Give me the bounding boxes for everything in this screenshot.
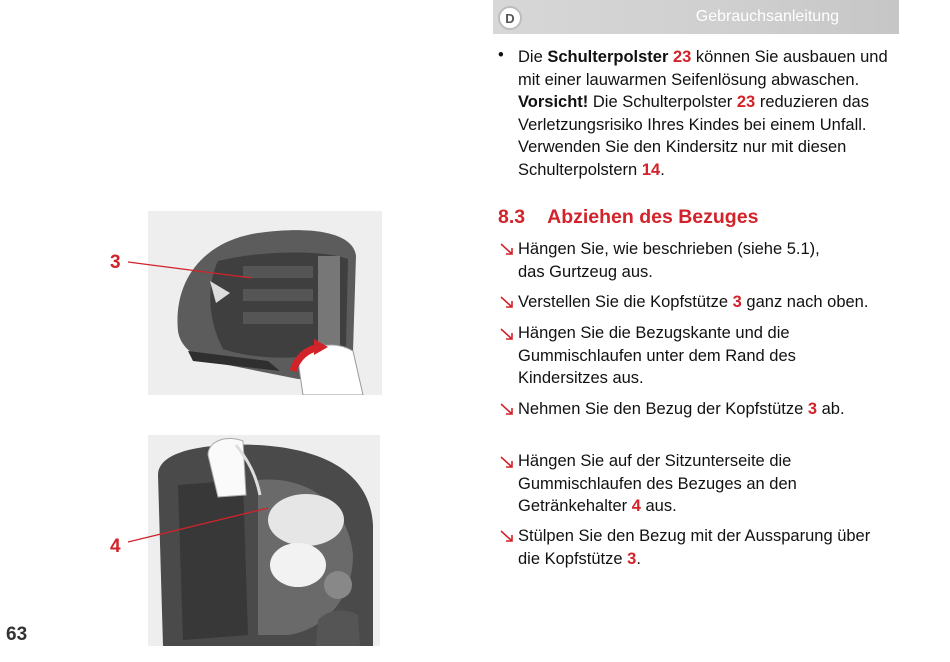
step-line: Hängen Sie auf der Sitzunterseite die [518, 452, 792, 470]
section-heading [498, 206, 758, 229]
ref-number: 3 [627, 549, 637, 568]
bullet-paragraph [518, 46, 888, 181]
step-line: Hängen Sie die Bezugskante und die [518, 324, 790, 342]
headrest-photo [148, 211, 382, 395]
bullet-line-6 [518, 159, 888, 182]
step-line [518, 548, 870, 571]
step-1 [518, 238, 820, 283]
section-number: 8.3 [498, 206, 526, 228]
text-run: aus. [640, 497, 677, 515]
ref-number: 3 [807, 400, 818, 418]
warning-label: Vorsicht! [518, 93, 589, 111]
step-line: Kindersitzes aus. [518, 369, 644, 387]
ref-number: 3 [732, 293, 742, 311]
bullet-line-1 [518, 46, 888, 69]
text-run: . [660, 160, 665, 179]
step-line [518, 495, 797, 518]
text-run: Schulterpolstern [518, 160, 642, 179]
ref-number: 23 [736, 93, 756, 111]
callout-line [126, 258, 256, 280]
ref-number: 23 [672, 48, 692, 66]
step-line: Gummischlaufen unter dem Rand des [518, 346, 796, 365]
text-run: Getränkehalter [518, 497, 632, 515]
bullet-line-5: Verwenden Sie den Kindersitz nur mit diesen [518, 138, 847, 156]
text-run: die Kopfstütze [518, 549, 628, 568]
step-line: Hängen Sie, wie beschrieben (siehe 5.1), [518, 240, 820, 258]
step-arrow-icon [500, 327, 514, 341]
callout-line [126, 506, 271, 546]
text-run: können Sie ausbauen und [691, 48, 888, 66]
bullet-icon: • [498, 46, 504, 64]
step-4 [518, 398, 845, 421]
section-title: Abziehen des Bezuges [547, 206, 759, 228]
step-arrow-icon [500, 242, 514, 256]
text-run: Die [518, 48, 548, 66]
bold-term: Schulterpolster [547, 48, 669, 66]
step-3 [518, 322, 796, 390]
step-6 [518, 525, 870, 570]
language-badge-label: D [505, 10, 515, 26]
text-run: Die Schulterpolster [588, 93, 737, 111]
step-line: Stülpen Sie den Bezug mit der Aussparung über [518, 527, 871, 545]
header-bar [493, 0, 899, 34]
step-arrow-icon [500, 295, 514, 309]
bullet-line-2: mit einer lauwarmen Seifenlösung abwaschen. [518, 70, 860, 89]
text-run: Verstellen Sie die Kopfstütze [518, 293, 733, 311]
text-run: ganz nach oben. [741, 293, 869, 311]
ref-number: 14 [641, 160, 661, 179]
text-run: Nehmen Sie den Bezug der Kopfstütze [518, 400, 808, 418]
step-2 [518, 291, 868, 314]
headrest-illustration [148, 211, 382, 395]
language-badge [498, 6, 522, 30]
text-run: reduzieren das [755, 93, 869, 111]
step-arrow-icon [500, 529, 514, 543]
step-arrow-icon [500, 402, 514, 416]
bullet-line-4: Verletzungsrisiko Ihres Kindes bei einem Unfall. [518, 115, 867, 134]
callout-number: 4 [110, 536, 121, 557]
step-arrow-icon [500, 455, 514, 469]
bullet-line-3 [518, 91, 888, 114]
step-line: Gummischlaufen des Bezuges an den [518, 474, 797, 493]
text-run: ab. [817, 400, 845, 418]
text-run: . [636, 549, 641, 568]
step-5 [518, 450, 797, 518]
callout-number: 3 [110, 252, 121, 273]
page-number: 63 [6, 624, 28, 645]
step-line: das Gurtzeug aus. [518, 262, 653, 281]
ref-number: 4 [631, 497, 641, 515]
header-title: Gebrauchsanleitung [695, 8, 839, 25]
